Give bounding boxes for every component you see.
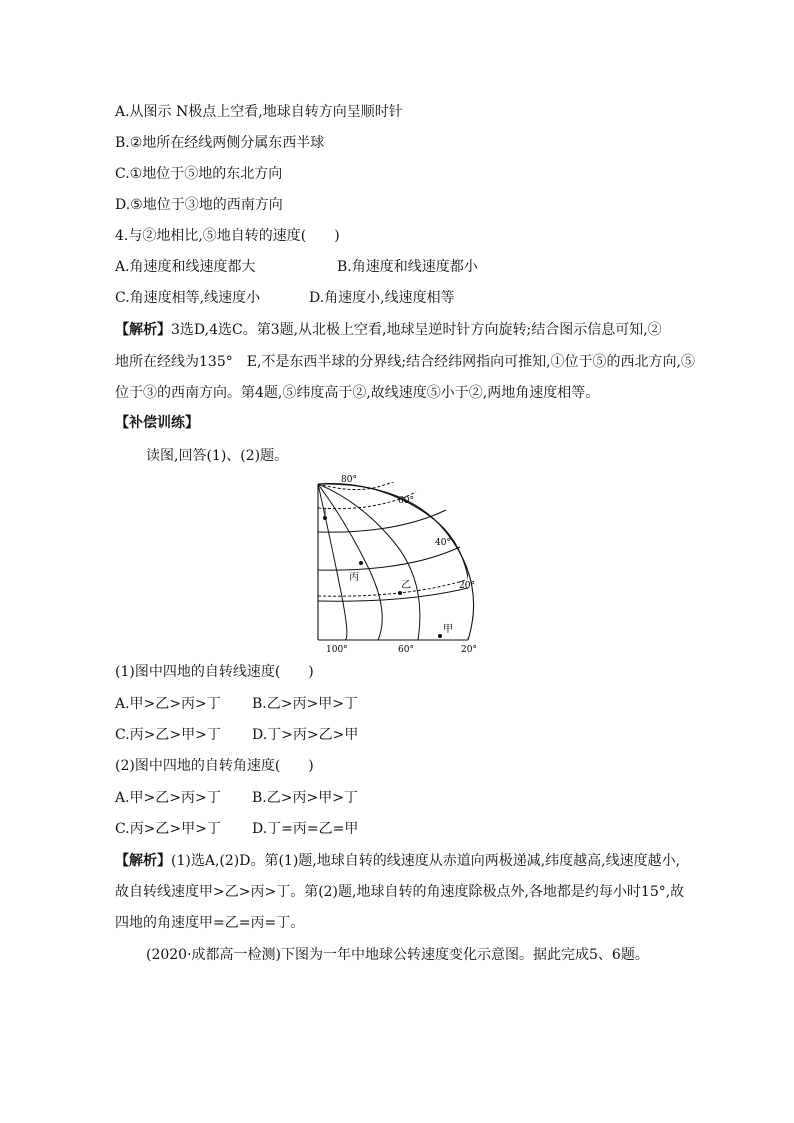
point-label-bing: 丙 [349, 572, 359, 583]
lat-label-60: 60° [398, 496, 414, 506]
analysis1-line3: 位于③的西南方向。第4题,⑤纬度高于②,故线速度⑤小于②,两地角速度相等。 [115, 385, 600, 401]
point-label-ding: 丁 [320, 508, 330, 519]
sq2-option-b: B.乙>丙>甲>丁 [252, 790, 358, 806]
analysis-tag: 【解析】 [115, 322, 171, 338]
q3-option-c: C.①地位于⑤地的东北方向 [115, 166, 283, 182]
lon-label-60: 60° [398, 645, 414, 654]
q4-option-d: D.角速度小,线速度相等 [309, 290, 455, 306]
sq1-option-a: A.甲>乙>丙>丁 [115, 696, 221, 712]
q4-options-row2 [115, 288, 675, 308]
sq1-option-c: C.丙>乙>甲>丁 [115, 727, 221, 743]
q4-stem: 4.与②地相比,⑤地自转的速度( ) [115, 228, 340, 244]
supplement-heading: 【补偿训练】 [115, 415, 199, 431]
sq2-option-d: D.丁=丙=乙=甲 [252, 821, 359, 837]
q4-option-b: B.角速度和线速度都小 [337, 259, 478, 275]
sq1-option-b: B.乙>丙>甲>丁 [252, 696, 358, 712]
lat-label-80: 80° [341, 475, 357, 485]
sq2-option-c: C.丙>乙>甲>丁 [115, 821, 221, 837]
lat-label-40: 40° [435, 538, 451, 548]
sq2-options-row1 [115, 788, 415, 808]
analysis2-line2: 故自转线速度甲>乙>丙>丁。第(2)题,地球自转的角速度除极点外,各地都是约每小时15°,故 [115, 884, 685, 900]
sq1-options-row2 [115, 725, 415, 745]
q3-option-a: A.从图示 N极点上空看,地球自转方向呈顺时针 [115, 104, 403, 120]
lon-label-20: 20° [461, 645, 477, 654]
sq1-options-row1 [115, 694, 415, 714]
analysis1-line2: 地所在经线为135° E,不是东西半球的分界线;结合经纬网指向可推知,①位于⑤的西北方向,⑤ [115, 354, 696, 370]
lat-label-20: 20° [459, 581, 475, 591]
sq1-stem: (1)图中四地的自转线速度( ) [115, 664, 314, 680]
sq1-option-d: D.丁>丙>乙>甲 [252, 727, 359, 743]
sq2-option-a: A.甲>乙>丙>丁 [115, 790, 221, 806]
q4-option-c: C.角速度相等,线速度小 [115, 290, 261, 306]
lon-label-100: 100° [326, 645, 348, 654]
sq2-options-row2 [115, 819, 415, 839]
next-question-intro: (2020·成都高一检测)下图为一年中地球公转速度变化示意图。据此完成5、6题。 [146, 947, 649, 963]
analysis-tag: 【解析】 [115, 853, 171, 869]
sq2-stem: (2)图中四地的自转角速度( ) [115, 758, 314, 774]
q3-option-d: D.⑤地位于③地的西南方向 [115, 197, 283, 213]
supplement-intro: 读图,回答(1)、(2)题。 [146, 448, 289, 464]
analysis2-line3: 四地的角速度甲=乙=丙=丁。 [115, 915, 305, 931]
analysis1-line1: 【解析】3选D,4选C。第3题,从北极上空看,地球呈逆时针方向旋转;结合图示信息可知,② [115, 322, 662, 338]
q4-option-a: A.角速度和线速度都大 [115, 259, 256, 275]
q4-options-row1 [115, 257, 675, 277]
point-label-jia: 甲 [443, 624, 453, 635]
q3-option-b: B.②地所在经线两侧分属东西半球 [115, 135, 325, 151]
graticule-figure [306, 472, 486, 654]
analysis2-line1: 【解析】(1)选A,(2)D。第(1)题,地球自转的线速度从赤道向两极递减,纬度越高,线速度越小, [115, 853, 681, 869]
point-label-yi: 乙 [401, 580, 411, 591]
